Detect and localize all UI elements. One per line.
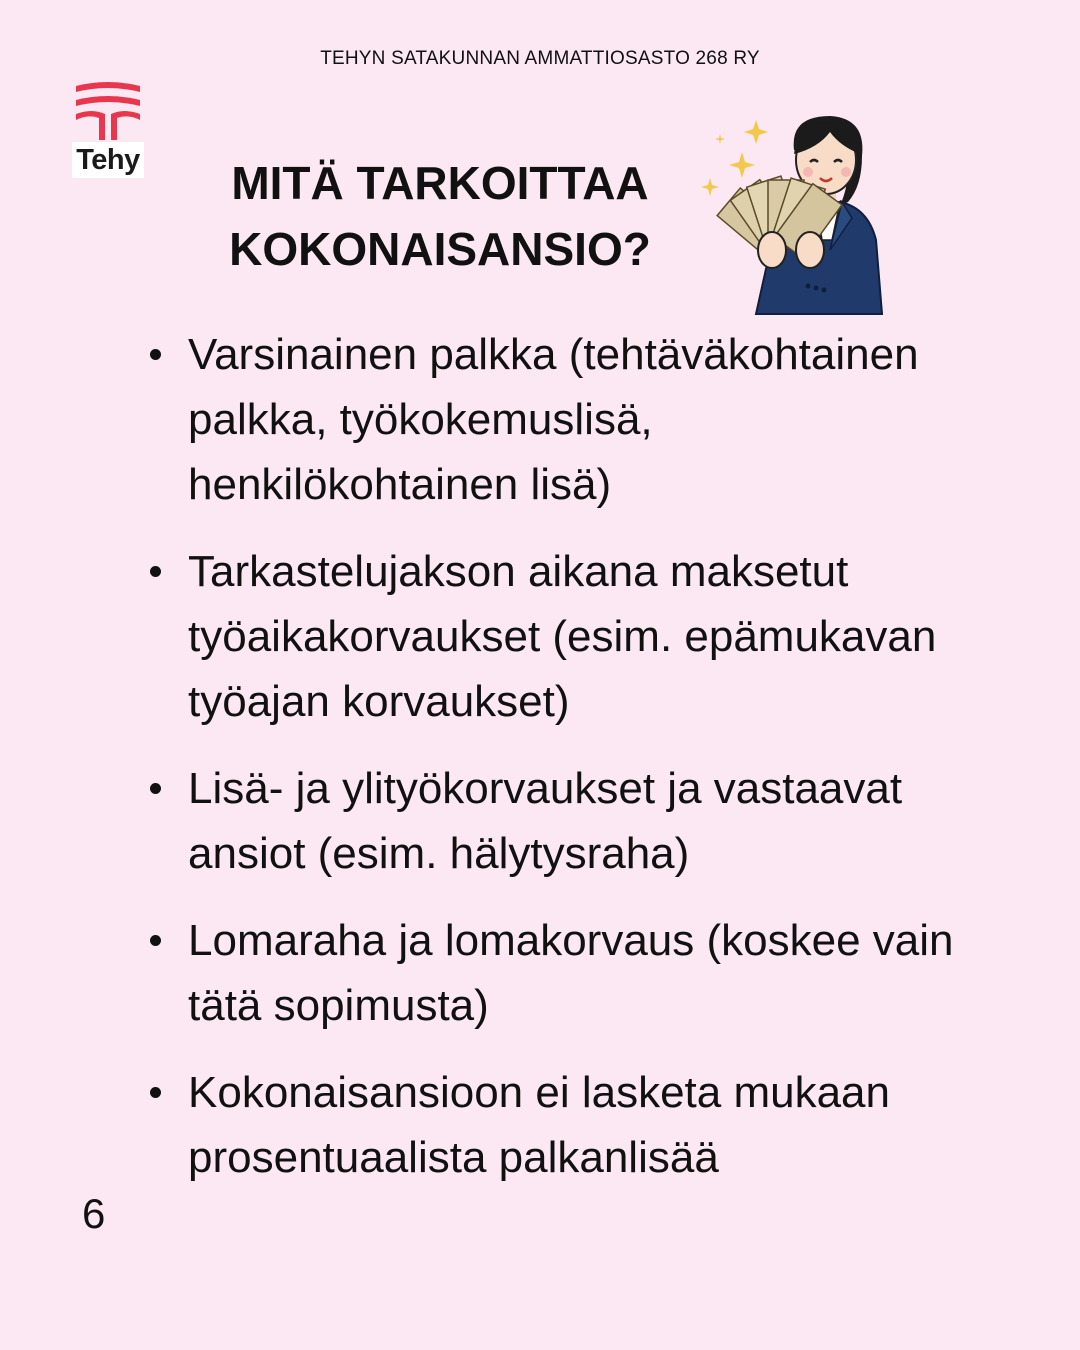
tehy-logo-icon <box>72 80 144 142</box>
bullet-dot-icon <box>150 1087 161 1098</box>
list-item <box>188 1060 988 1190</box>
bullet-dot-icon <box>150 566 161 577</box>
page-title <box>190 150 690 282</box>
woman-holding-money-illustration <box>690 110 900 320</box>
tehy-logo <box>72 80 144 180</box>
list-item-text: Varsinainen palkka (tehtäväkohtainen palkka, työkokemuslisä, henkilökohtainen lisä) <box>188 330 919 509</box>
org-header: TEHYN SATAKUNNAN AMMATTIOSASTO 268 RY <box>320 48 760 69</box>
bullet-dot-icon <box>150 349 161 360</box>
list-item <box>188 539 988 734</box>
bullet-dot-icon <box>150 935 161 946</box>
logo-text: Tehy <box>72 142 144 178</box>
list-item-text: Tarkastelujakson aikana maksetut työaikakorvaukset (esim. epämukavan työajan korvaukset) <box>188 547 937 726</box>
list-item <box>188 756 988 886</box>
list-item-text: Kokonaisansioon ei lasketa mukaan prosentuaalista palkanlisää <box>188 1068 891 1182</box>
list-item-text: Lomaraha ja lomakorvaus (koskee vain tätä sopimusta) <box>188 916 954 1030</box>
list-item-text: Lisä- ja ylityökorvaukset ja vastaavat ansiot (esim. hälytysraha) <box>188 764 903 878</box>
bullet-dot-icon <box>150 783 161 794</box>
bullet-list <box>188 322 988 1212</box>
title-line-1: MITÄ TARKOITTAA <box>231 157 649 209</box>
list-item <box>188 908 988 1038</box>
list-item <box>188 322 988 517</box>
title-line-2: KOKONAISANSIO? <box>229 223 651 275</box>
page-number: 6 <box>82 1190 106 1237</box>
